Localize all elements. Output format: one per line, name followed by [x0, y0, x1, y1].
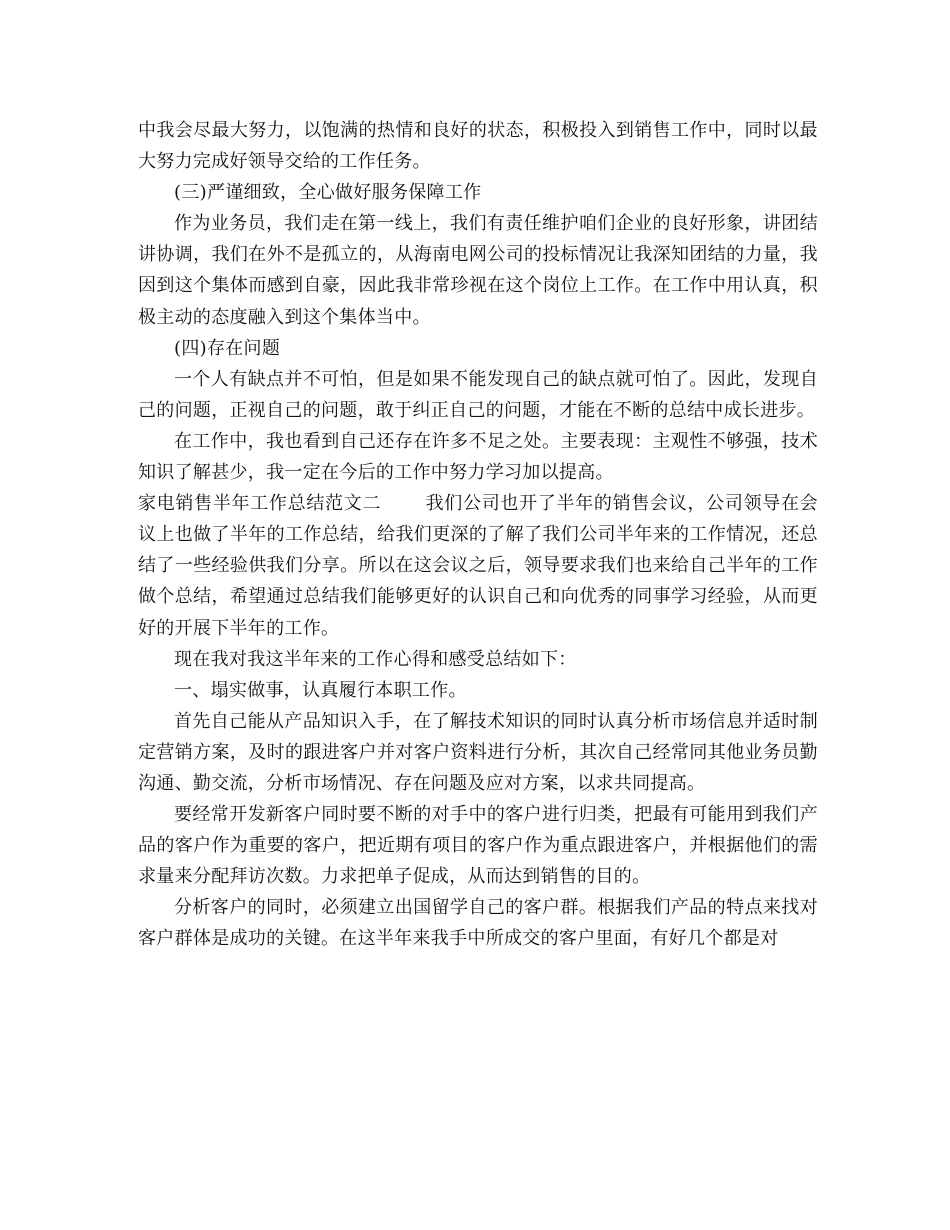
paragraph-10: 首先自己能从产品知识入手，在了解技术知识的同时认真分析市场信息并适时制定营销方案，及时的跟进客户并对客户资料进行分析，其次自己经常同其他业务员勤沟通、勤交流，分析市场情况、存在问题及应对方案，以求共同提高。 — [138, 710, 818, 794]
section-heading-4: (四)存在问题 — [174, 337, 281, 359]
paragraph-8: 现在我对我这半年来的工作心得和感受总结如下： — [174, 648, 577, 670]
paragraph-7 — [138, 488, 818, 643]
section-heading-3: (三)严谨细致，全心做好服务保障工作 — [174, 182, 482, 204]
paragraph-7-text: 我们公司也开了半年的销售会议，公司领导在会议上也做了半年的工作总结，给我们更深的了解了我们公司半年来的工作情况，还总结了一些经验供我们分享。所以在这会议之后，领导要求我们也来给自己半年的工作做个总结，希望通过总结我们能够更好的认识自己和向优秀的同事学习经验，从而更好的开展下半年的工作。 — [138, 493, 818, 639]
paragraph-3: 作为业务员，我们走在第一线上，我们有责任维护咱们企业的良好形象，讲团结讲协调，我们在外不是孤立的，从海南电网公司的投标情况让我深知团结的力量，我因到这个集体而感到自豪，因此我非常珍视在这个岗位上工作。在工作中用认真，积极主动的态度融入到这个集体当中。 — [138, 213, 818, 328]
paragraph-11: 要经常开发新客户同时要不断的对手中的客户进行归类，把最有可能用到我们产品的客户作为重要的客户，把近期有项目的客户作为重点跟进客户，并根据他们的需求量来分配拜访次数。力求把单子促成，从而达到销售的目的。 — [138, 804, 818, 888]
article-title: 家电销售半年工作总结范文二 — [138, 493, 382, 515]
document-body — [138, 115, 818, 955]
paragraph-12: 分析客户的同时，必须建立出国留学自己的客户群。根据我们产品的特点来找对客户群体是成功的关键。在这半年来我手中所成交的客户里面，有好几个都是对 — [138, 897, 818, 950]
paragraph-6: 在工作中，我也看到自己还存在许多不足之处。主要表现：主观性不够强，技术知识了解甚少，我一定在今后的工作中努力学习加以提高。 — [138, 430, 818, 484]
paragraph-1: 中我会尽最大努力，以饱满的热情和良好的状态，积极投入到销售工作中，同时以最大努力完成好领导交给的工作任务。 — [138, 120, 818, 173]
section-heading-1: 一、塌实做事，认真履行本职工作。 — [174, 679, 467, 701]
paragraph-5: 一个人有缺点并不可怕，但是如果不能发现自己的缺点就可怕了。因此，发现自己的问题，正视自己的问题，敢于纠正自己的问题，才能在不断的总结中成长进步。 — [138, 368, 818, 421]
